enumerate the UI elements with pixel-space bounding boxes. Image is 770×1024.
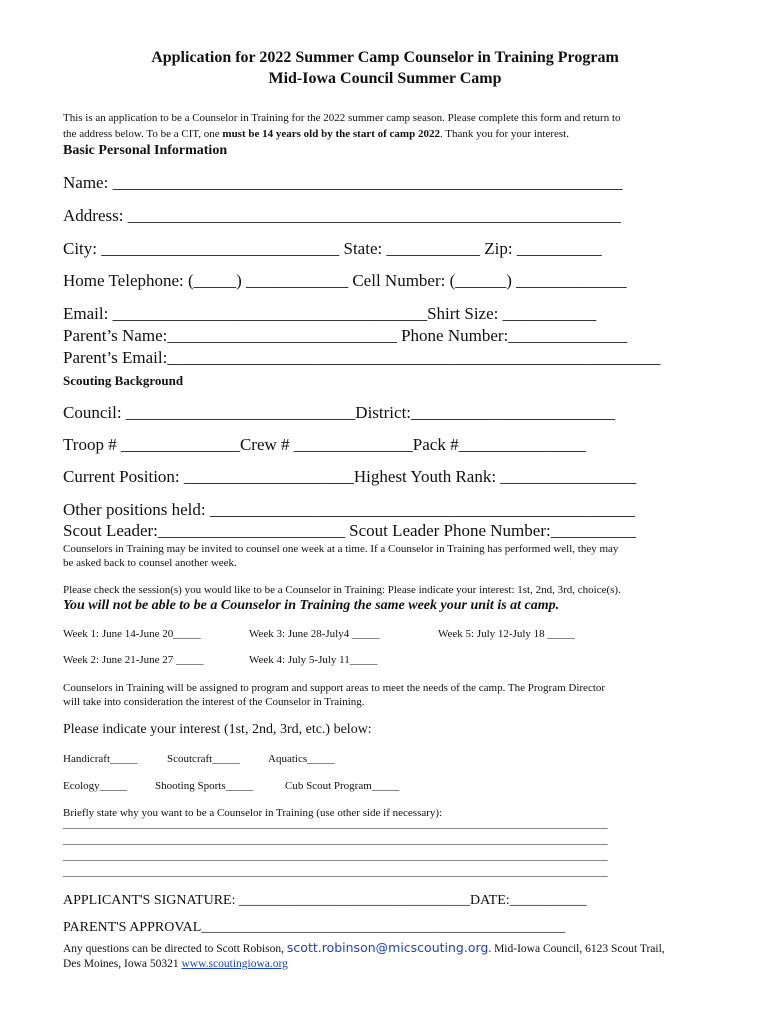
- week-2-option[interactable]: Week 2: June 21-June 27 _____: [63, 654, 204, 666]
- why-line-1[interactable]: ___________________________________________________________________________________________________: [63, 818, 608, 830]
- week-5-option[interactable]: Week 5: July 12-July 18 _____: [438, 628, 575, 640]
- why-line-4[interactable]: ___________________________________________________________________________________________________: [63, 866, 608, 878]
- interest-prompt: Please indicate your interest (1st, 2nd, 3rd, etc.) below:: [63, 722, 372, 737]
- footer-contact-line-1: Any questions can be directed to Scott Robison, scott.robinson@micscouting.org. Mid-Iowa Council, 6123 Scout Trail,: [63, 940, 665, 955]
- why-prompt: Briefly state why you want to be a Counselor in Training (use other side if necessary):: [63, 807, 443, 819]
- counsel-note-line-2: be asked back to counsel another week.: [63, 557, 237, 569]
- age-requirement: must be 14 years old by the start of camp 2022: [222, 128, 440, 140]
- city-state-zip-field[interactable]: City: ____________________________ State: ___________ Zip: __________: [63, 239, 602, 258]
- week-4-option[interactable]: Week 4: July 5-July 11_____: [249, 654, 378, 666]
- assignment-note-line-2: will take into consideration the interest of the Counselor in Training.: [63, 696, 365, 708]
- assignment-note-line-1: Counselors in Training will be assigned to program and support areas to meet the needs of the camp. The Program Director: [63, 682, 606, 694]
- applicant-signature-field[interactable]: APPLICANT'S SIGNATURE: _________________________________DATE:___________: [63, 893, 587, 908]
- parent-email-field[interactable]: Parent’s Email:__________________________________________________________: [63, 348, 661, 367]
- parent-name-field[interactable]: Parent’s Name:___________________________ Phone Number:______________: [63, 326, 628, 345]
- interest-aquatics[interactable]: Aquatics_____: [268, 753, 335, 765]
- council-district-field[interactable]: Council: ___________________________District:________________________: [63, 403, 616, 422]
- why-line-2[interactable]: ___________________________________________________________________________________________________: [63, 834, 608, 846]
- form-title: Application for 2022 Summer Camp Counselor in Training Program: [151, 49, 619, 66]
- interest-ecology[interactable]: Ecology_____: [63, 780, 128, 792]
- position-rank-field[interactable]: Current Position: ____________________Highest Youth Rank: ________________: [63, 467, 637, 486]
- sessions-prompt: Please check the session(s) you would like to be a Counselor in Training: Please indicate your interest: 1st, 2nd, 3rd, choice(s).: [63, 584, 621, 596]
- phone-fields[interactable]: Home Telephone: (_____) ____________ Cell Number: (______) _____________: [63, 271, 627, 290]
- scout-leader-field[interactable]: Scout Leader:______________________ Scout Leader Phone Number:__________: [63, 521, 636, 540]
- email-shirt-field[interactable]: Email: _____________________________________Shirt Size: ___________: [63, 304, 597, 323]
- form-subtitle: Mid-Iowa Council Summer Camp: [268, 70, 502, 87]
- intro-line-2: the address below. To be a CIT, one must be 14 years old by the start of camp 2022. Thank you for your interest.: [63, 128, 569, 140]
- interest-cub-scout[interactable]: Cub Scout Program_____: [285, 780, 400, 792]
- counsel-note-line-1: Counselors in Training may be invited to counsel one week at a time. If a Counselor in Training has performed well, they may: [63, 543, 619, 555]
- parent-approval-field[interactable]: PARENT'S APPROVAL____________________________________________________: [63, 920, 566, 935]
- other-positions-field[interactable]: Other positions held: __________________________________________________: [63, 500, 635, 519]
- name-field[interactable]: Name: ____________________________________________________________: [63, 173, 623, 192]
- week-1-option[interactable]: Week 1: June 14-June 20_____: [63, 628, 201, 640]
- website-link[interactable]: www.scoutingiowa.org: [181, 958, 288, 970]
- week-3-option[interactable]: Week 3: June 28-July4 _____: [249, 628, 380, 640]
- why-line-3[interactable]: ___________________________________________________________________________________________________: [63, 850, 608, 862]
- interest-shooting-sports[interactable]: Shooting Sports_____: [155, 780, 254, 792]
- troop-crew-pack-field[interactable]: Troop # ______________Crew # ______________Pack #_______________: [63, 435, 587, 454]
- address-field[interactable]: Address: __________________________________________________________: [63, 206, 621, 225]
- contact-email-link[interactable]: scott.robinson@micscouting.org: [286, 940, 489, 955]
- interest-handicraft[interactable]: Handicraft_____: [63, 753, 138, 765]
- interest-scoutcraft[interactable]: Scoutcraft_____: [167, 753, 240, 765]
- footer-contact-line-2: Des Moines, Iowa 50321 www.scoutingiowa.org: [63, 958, 288, 970]
- section-heading-scouting: Scouting Background: [63, 373, 184, 388]
- unit-week-warning: You will not be able to be a Counselor in Training the same week your unit is at camp.: [63, 598, 560, 613]
- section-heading-personal: Basic Personal Information: [63, 143, 228, 158]
- intro-line-1: This is an application to be a Counselor in Training for the 2022 summer camp season. Please complete this form and return to: [63, 112, 621, 124]
